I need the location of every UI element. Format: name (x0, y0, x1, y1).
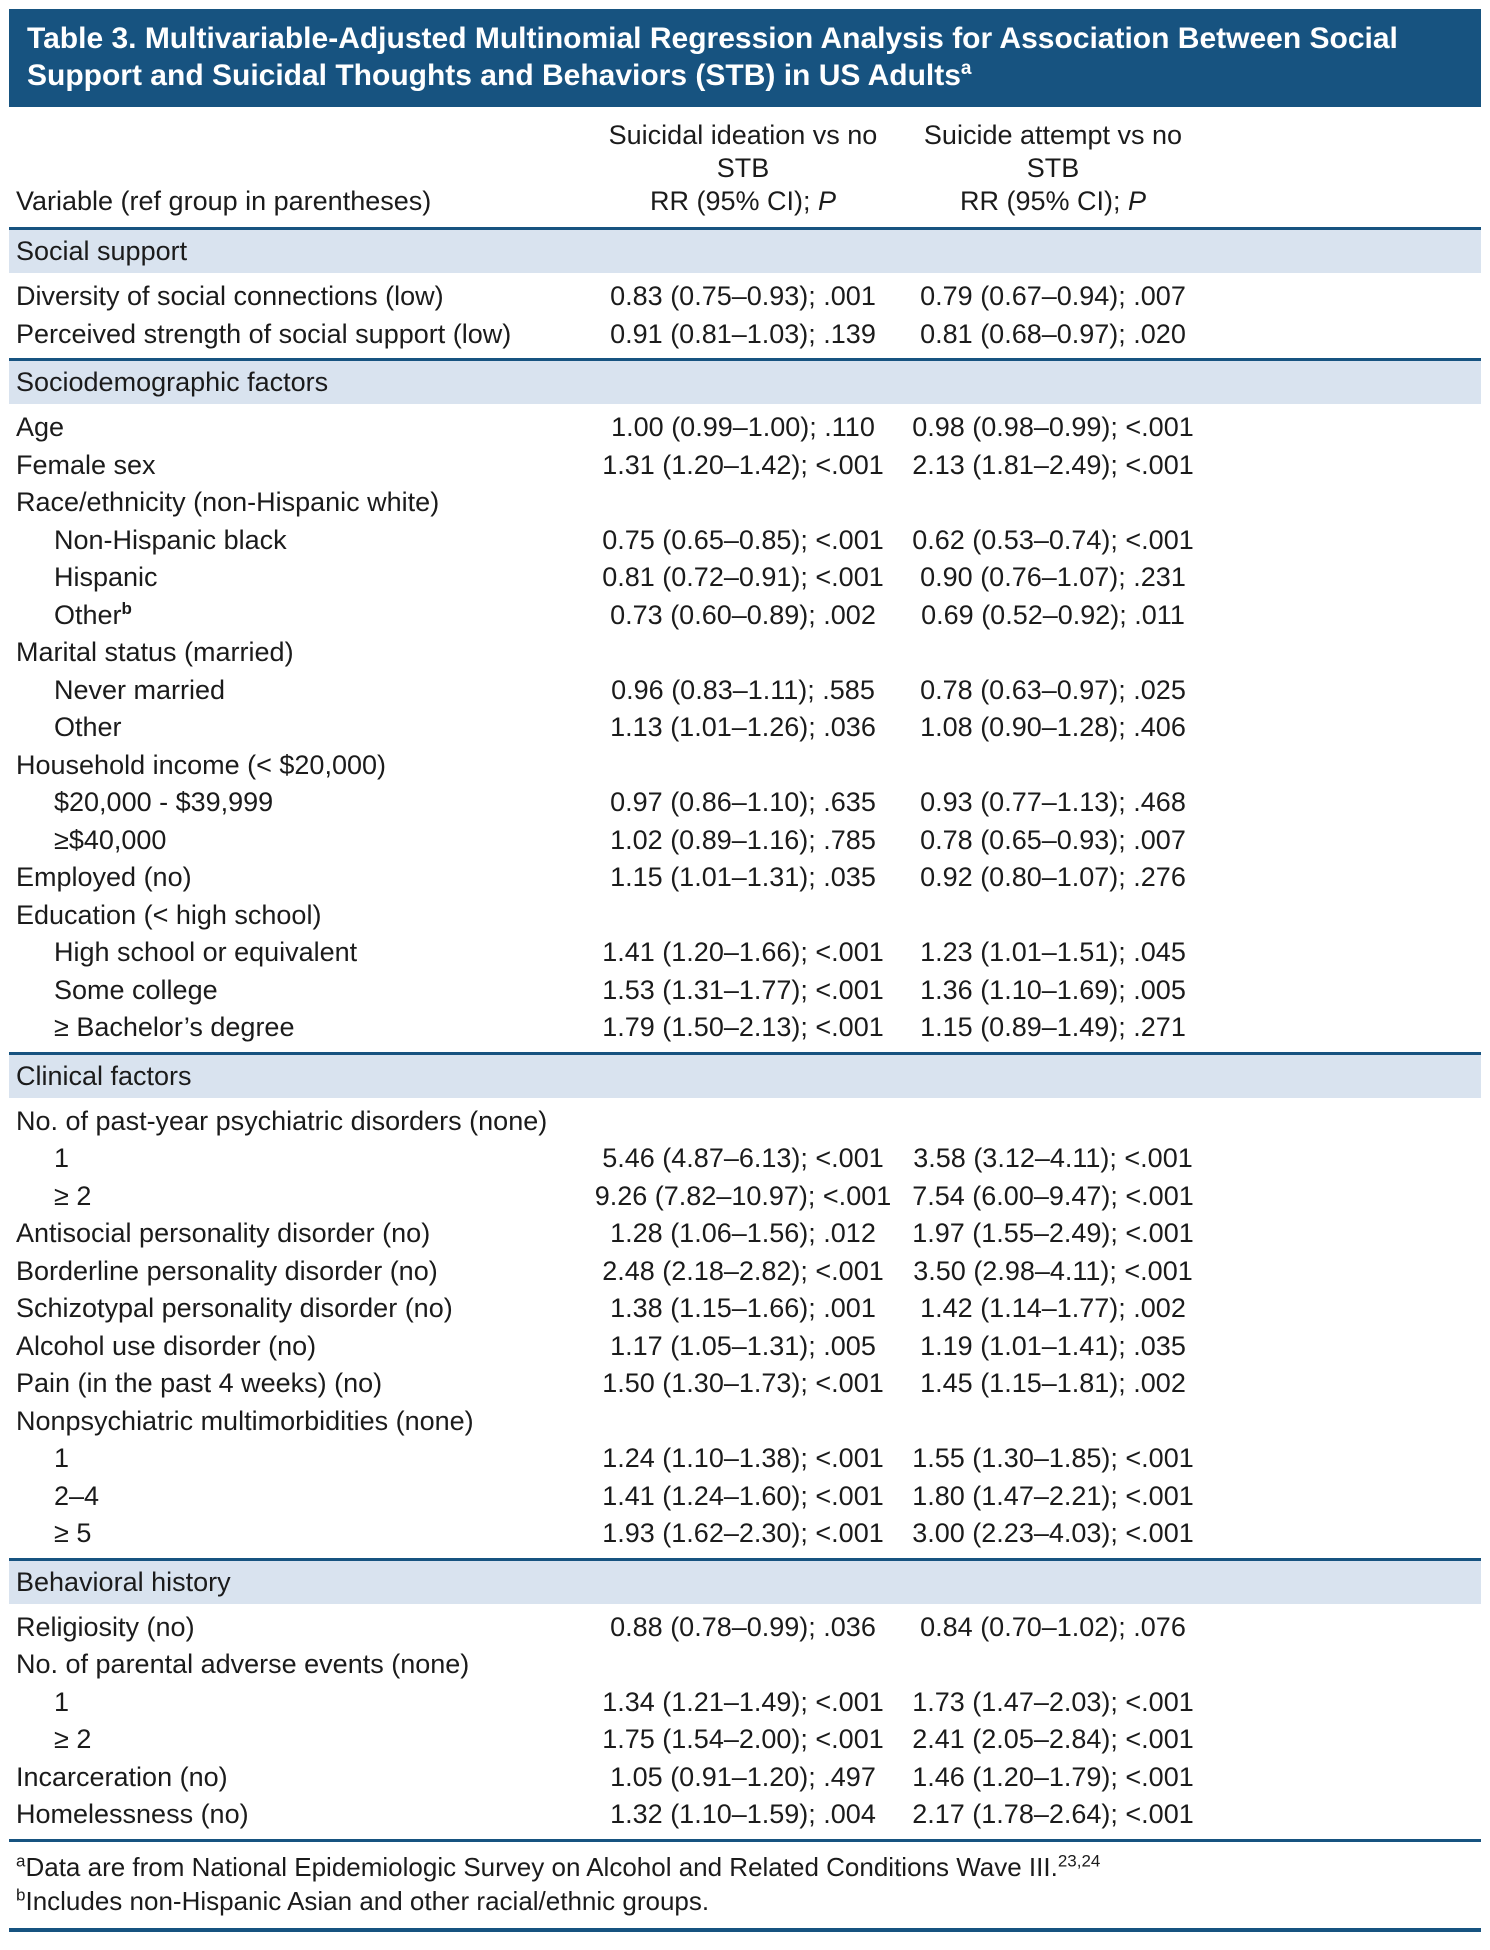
row-label: 1 (54, 1686, 70, 1717)
ideation-value: 0.88 (0.78–0.99); .036 (610, 1611, 876, 1642)
attempt-value: 2.13 (1.81–2.49); <.001 (912, 449, 1194, 480)
table-row (9, 747, 1481, 785)
row-label-cell (9, 934, 587, 972)
row-label-cell (9, 522, 587, 560)
spacer-cell (1207, 822, 1481, 860)
row-label: Borderline personality disorder (no) (16, 1255, 438, 1286)
ideation-value: 1.53 (1.31–1.77); <.001 (602, 974, 884, 1005)
attempt-value: 1.36 (1.10–1.69); .005 (920, 974, 1186, 1005)
ideation-value (587, 484, 899, 522)
row-label: Antisocial personality disorder (no) (16, 1218, 431, 1248)
spacer-cell (1207, 1009, 1481, 1053)
row-label: ≥ 2 (54, 1724, 92, 1754)
spacer-cell (1207, 273, 1481, 316)
attempt-value: 1.15 (0.89–1.49); .271 (920, 1012, 1186, 1042)
attempt-value: 0.78 (0.63–0.97); .025 (920, 674, 1186, 705)
ideation-value: 1.41 (1.20–1.66); <.001 (602, 937, 884, 967)
row-label-cell (9, 404, 587, 447)
table-row (9, 822, 1481, 860)
row-label-cell (9, 747, 587, 785)
table-row (9, 859, 1481, 897)
row-label: Schizotypal personality disorder (no) (16, 1293, 453, 1323)
table-row (9, 1178, 1481, 1216)
table-row (9, 1440, 1481, 1478)
attempt-value: 1.97 (1.55–2.49); <.001 (912, 1218, 1194, 1248)
row-label-cell (9, 1140, 587, 1178)
row-label-cell (9, 1403, 587, 1441)
row-label-cell (9, 822, 587, 860)
spacer-cell (1207, 897, 1481, 935)
row-label: Female sex (16, 449, 156, 480)
attempt-value: 0.92 (0.80–1.07); .276 (920, 862, 1186, 892)
attempt-value (899, 634, 1207, 672)
attempt-value: 1.46 (1.20–1.79); <.001 (912, 1761, 1194, 1792)
row-label: $20,000 - $39,999 (54, 787, 274, 817)
row-label: Age (16, 412, 65, 442)
row-label-cell (9, 559, 587, 597)
table-row (9, 273, 1481, 316)
spacer-cell (1207, 859, 1481, 897)
table-title-superscript: a (960, 58, 972, 79)
regression-table (9, 107, 1481, 1839)
row-label: Other (54, 712, 122, 742)
attempt-value: 0.90 (0.76–1.07); .231 (920, 562, 1186, 592)
attempt-value (899, 1646, 1207, 1684)
attempt-value: 0.79 (0.67–0.94); .007 (920, 281, 1186, 311)
ideation-value: 0.81 (0.72–0.91); <.001 (602, 562, 884, 592)
row-label: Household income (< $20,000) (16, 749, 386, 780)
row-label: Homelessness (no) (16, 1799, 249, 1829)
row-label-cell (9, 709, 587, 747)
ideation-value (587, 1403, 899, 1441)
attempt-value: 1.55 (1.30–1.85); <.001 (912, 1443, 1194, 1473)
column-header-row (9, 107, 1481, 229)
row-label: No. of past-year psychiatric disorders (none) (16, 1105, 548, 1136)
row-label-cell (9, 1604, 587, 1647)
row-label: Alcohol use disorder (no) (16, 1330, 317, 1361)
ideation-value: 1.93 (1.62–2.30); <.001 (602, 1518, 884, 1548)
row-label-cell (9, 672, 587, 710)
p-value-label: P (1128, 186, 1147, 216)
spacer-cell (1207, 522, 1481, 560)
attempt-value: 0.62 (0.53–0.74); <.001 (912, 524, 1194, 555)
ideation-value (587, 634, 899, 672)
section-band-row (9, 1559, 1481, 1604)
table-title-bar (9, 9, 1481, 107)
spacer-cell (1207, 709, 1481, 747)
table-row (9, 1684, 1481, 1722)
spacer-cell (1207, 1098, 1481, 1141)
table-row (9, 1604, 1481, 1647)
row-label-cell (9, 634, 587, 672)
table-row (9, 897, 1481, 935)
ideation-value: 1.13 (1.01–1.26); .036 (610, 712, 876, 742)
table-row (9, 404, 1481, 447)
footnote-a-citation: 23,24 (1057, 1850, 1101, 1870)
spacer-cell (1207, 672, 1481, 710)
ideation-value: 2.48 (2.18–2.82); <.001 (602, 1255, 884, 1286)
row-label-cell (9, 972, 587, 1010)
spacer-cell (1207, 1440, 1481, 1478)
spacer-cell (1207, 1178, 1481, 1216)
row-label-cell (9, 1684, 587, 1722)
attempt-value: 1.73 (1.47–2.03); <.001 (912, 1686, 1194, 1717)
footnote-a-text: Data are from National Epidemiologic Survey on Alcohol and Related Conditions Wave III. (25, 1851, 1058, 1882)
row-label-cell (9, 447, 587, 485)
ideation-value: 1.24 (1.10–1.38); <.001 (602, 1443, 884, 1473)
footnotes (9, 1839, 1481, 1928)
spacer-cell (1207, 1646, 1481, 1684)
table-row (9, 634, 1481, 672)
row-label: Pain (in the past 4 weeks) (no) (16, 1368, 383, 1398)
row-label-cell (9, 1098, 587, 1141)
ideation-value: 1.05 (0.91–1.20); .497 (610, 1761, 876, 1792)
attempt-value: 1.08 (0.90–1.28); .406 (920, 712, 1186, 742)
footnote-a (16, 1850, 1479, 1884)
table-row (9, 559, 1481, 597)
attempt-value: 2.17 (1.78–2.64); <.001 (912, 1799, 1194, 1829)
attempt-value (899, 747, 1207, 785)
ideation-value: 1.00 (0.99–1.00); .110 (611, 412, 875, 442)
section (9, 1559, 1481, 1839)
spacer-cell (1207, 1684, 1481, 1722)
row-label-cell (9, 897, 587, 935)
p-value-label: P (818, 186, 837, 216)
table-row (9, 1215, 1481, 1253)
row-label: ≥ 2 (54, 1180, 92, 1211)
attempt-value: 0.69 (0.52–0.92); .011 (921, 599, 1185, 630)
ideation-value: 0.91 (0.81–1.03); .139 (610, 318, 876, 349)
attempt-value: 1.42 (1.14–1.77); .002 (920, 1293, 1186, 1323)
attempt-value: 1.80 (1.47–2.21); <.001 (912, 1480, 1194, 1511)
table-title-text: Table 3. Multivariable-Adjusted Multinomial Regression Analysis for Association Between Social Support and Suicidal Thoughts and Behaviors (STB) in US Adults (27, 22, 1398, 92)
attempt-value: 7.54 (6.00–9.47); <.001 (912, 1180, 1194, 1211)
row-label: Nonpsychiatric multimorbidities (none) (16, 1405, 474, 1436)
spacer-cell (1207, 597, 1481, 635)
table-row (9, 522, 1481, 560)
col-header-ideation-stat: RR (95% CI); (649, 186, 818, 216)
row-label-cell (9, 1215, 587, 1253)
attempt-value (899, 1098, 1207, 1141)
attempt-value: 0.98 (0.98–0.99); <.001 (912, 412, 1194, 442)
section-title: Social support (9, 229, 1481, 274)
row-label: Some college (54, 974, 218, 1005)
attempt-value: 3.50 (2.98–4.11); <.001 (913, 1255, 1193, 1286)
row-label: Never married (54, 674, 226, 705)
attempt-value: 0.84 (0.70–1.02); .076 (920, 1611, 1186, 1642)
ideation-value: 1.32 (1.10–1.59); .004 (610, 1799, 876, 1829)
spacer-cell (1207, 1604, 1481, 1647)
row-label-cell (9, 1009, 587, 1053)
row-label-cell (9, 1328, 587, 1366)
spacer-cell (1207, 1796, 1481, 1839)
row-label: Non-Hispanic black (54, 524, 287, 555)
ideation-value: 1.28 (1.06–1.56); .012 (610, 1218, 876, 1248)
table-row (9, 1403, 1481, 1441)
table-row (9, 934, 1481, 972)
row-label: Employed (no) (16, 862, 192, 892)
row-label-cell (9, 316, 587, 360)
spacer-cell (1207, 404, 1481, 447)
table-row (9, 1796, 1481, 1839)
ideation-value (587, 1646, 899, 1684)
attempt-value (899, 1403, 1207, 1441)
table-row (9, 1365, 1481, 1403)
table-header (9, 107, 1481, 229)
row-label: Marital status (married) (16, 637, 294, 667)
section-title: Behavioral history (9, 1559, 1481, 1604)
row-label-cell (9, 597, 587, 635)
ideation-value (587, 747, 899, 785)
table-row (9, 1253, 1481, 1291)
ideation-value: 0.96 (0.83–1.11); .585 (611, 674, 875, 705)
ideation-value: 0.83 (0.75–0.93); .001 (610, 281, 876, 311)
row-label-cell (9, 1796, 587, 1839)
ideation-value: 9.26 (7.82–10.97); <.001 (594, 1180, 892, 1211)
table-row (9, 709, 1481, 747)
footnote-b (16, 1884, 1479, 1918)
footnote-b-marker: b (16, 1884, 26, 1904)
spacer-cell (1207, 447, 1481, 485)
row-label-cell (9, 1365, 587, 1403)
ideation-value: 0.75 (0.65–0.85); <.001 (602, 524, 884, 555)
table-row (9, 316, 1481, 360)
row-label-cell (9, 784, 587, 822)
row-label-cell (9, 859, 587, 897)
section-title: Clinical factors (9, 1053, 1481, 1098)
row-label: ≥ Bachelor’s degree (54, 1012, 295, 1042)
table-row (9, 972, 1481, 1010)
section-band-row (9, 229, 1481, 274)
attempt-value (899, 897, 1207, 935)
col-header-attempt-title: Suicide attempt vs no STB (923, 120, 1183, 183)
ideation-value: 1.41 (1.24–1.60); <.001 (602, 1480, 884, 1511)
row-label: Education (< high school) (16, 899, 322, 930)
ideation-value: 1.34 (1.21–1.49); <.001 (602, 1686, 884, 1717)
table-row (9, 1646, 1481, 1684)
spacer-cell (1207, 972, 1481, 1010)
row-label: Other (54, 599, 122, 630)
row-label: 1 (54, 1443, 70, 1473)
attempt-value: 3.00 (2.23–4.03); <.001 (912, 1518, 1194, 1548)
row-label-cell (9, 1478, 587, 1516)
attempt-value: 1.23 (1.01–1.51); .045 (920, 937, 1186, 967)
table-row (9, 447, 1481, 485)
spacer-cell (1207, 1759, 1481, 1797)
table-row (9, 1140, 1481, 1178)
attempt-value: 3.58 (3.12–4.11); <.001 (913, 1143, 1193, 1173)
attempt-value: 1.19 (1.01–1.41); .035 (920, 1330, 1186, 1361)
row-label-cell (9, 1721, 587, 1759)
spacer-cell (1207, 1215, 1481, 1253)
row-label: 1 (54, 1143, 70, 1173)
row-label: ≥ 5 (54, 1518, 92, 1548)
col-header-variable: Variable (ref group in parentheses) (9, 107, 587, 229)
table-row (9, 1759, 1481, 1797)
spacer-cell (1207, 1403, 1481, 1441)
table-row (9, 1098, 1481, 1141)
attempt-value: 1.45 (1.15–1.81); .002 (920, 1368, 1186, 1398)
bottom-rule (9, 1928, 1481, 1932)
ideation-value: 1.15 (1.01–1.31); .035 (610, 862, 876, 892)
attempt-value: 0.78 (0.65–0.93); .007 (920, 824, 1186, 855)
ideation-value (587, 1098, 899, 1141)
table-row (9, 484, 1481, 522)
ideation-value: 5.46 (4.87–6.13); <.001 (602, 1143, 884, 1173)
row-label: Hispanic (54, 562, 158, 592)
spacer-cell (1207, 1328, 1481, 1366)
spacer-cell (1207, 484, 1481, 522)
spacer-cell (1207, 1478, 1481, 1516)
table-row (9, 597, 1481, 635)
spacer-cell (1207, 1253, 1481, 1291)
section (9, 360, 1481, 1054)
section-title: Sociodemographic factors (9, 360, 1481, 405)
row-label-superscript: b (121, 598, 132, 618)
ideation-value: 1.75 (1.54–2.00); <.001 (602, 1724, 884, 1754)
row-label: 2–4 (54, 1480, 100, 1511)
row-label: Race/ethnicity (non-Hispanic white) (16, 487, 440, 517)
attempt-value (899, 484, 1207, 522)
attempt-value: 0.81 (0.68–0.97); .020 (920, 318, 1186, 349)
table-row (9, 1478, 1481, 1516)
table-row (9, 1290, 1481, 1328)
spacer-header-cell (1207, 107, 1481, 229)
section-band-row (9, 1053, 1481, 1098)
col-header-ideation-title: Suicidal ideation vs no STB (608, 120, 878, 183)
attempt-value: 0.93 (0.77–1.13); .468 (920, 787, 1186, 817)
ideation-value: 0.73 (0.60–0.89); .002 (610, 599, 876, 630)
table-row (9, 1328, 1481, 1366)
row-label: Perceived strength of social support (low) (16, 318, 512, 349)
ideation-value: 1.17 (1.05–1.31); .005 (610, 1330, 876, 1361)
col-header-attempt-stat: RR (95% CI); (959, 186, 1128, 216)
ideation-value (587, 897, 899, 935)
spacer-cell (1207, 1721, 1481, 1759)
row-label-cell (9, 1440, 587, 1478)
section-band-row (9, 360, 1481, 405)
row-label: Incarceration (no) (16, 1761, 228, 1792)
row-label-cell (9, 484, 587, 522)
spacer-cell (1207, 1365, 1481, 1403)
row-label-cell (9, 1515, 587, 1559)
spacer-cell (1207, 316, 1481, 360)
col-header-ideation (587, 107, 899, 229)
row-label-cell (9, 1759, 587, 1797)
row-label: High school or equivalent (54, 937, 358, 967)
row-label: No. of parental adverse events (none) (16, 1649, 470, 1679)
table-row (9, 1009, 1481, 1053)
ideation-value: 1.79 (1.50–2.13); <.001 (602, 1012, 884, 1042)
ideation-value: 1.02 (0.89–1.16); .785 (610, 824, 876, 855)
row-label: ≥$40,000 (54, 824, 167, 855)
footnote-b-text: Includes non-Hispanic Asian and other racial/ethnic groups. (25, 1885, 710, 1916)
row-label: Religiosity (no) (16, 1611, 195, 1642)
col-header-attempt (899, 107, 1207, 229)
spacer-cell (1207, 1290, 1481, 1328)
footnote-a-marker: a (16, 1850, 26, 1870)
row-label-cell (9, 1290, 587, 1328)
spacer-cell (1207, 1515, 1481, 1559)
spacer-cell (1207, 559, 1481, 597)
spacer-cell (1207, 634, 1481, 672)
table-row (9, 784, 1481, 822)
row-label-cell (9, 273, 587, 316)
ideation-value: 1.50 (1.30–1.73); <.001 (602, 1368, 884, 1398)
ideation-value: 1.38 (1.15–1.66); .001 (610, 1293, 876, 1323)
section (9, 229, 1481, 360)
ideation-value: 1.31 (1.20–1.42); <.001 (602, 449, 884, 480)
attempt-value: 2.41 (2.05–2.84); <.001 (912, 1724, 1194, 1754)
section (9, 1053, 1481, 1559)
table-row (9, 1515, 1481, 1559)
row-label-cell (9, 1646, 587, 1684)
row-label-cell (9, 1178, 587, 1216)
row-label: Diversity of social connections (low) (16, 281, 444, 311)
spacer-cell (1207, 784, 1481, 822)
spacer-cell (1207, 934, 1481, 972)
table-row (9, 1721, 1481, 1759)
table-row (9, 672, 1481, 710)
spacer-cell (1207, 1140, 1481, 1178)
spacer-cell (1207, 747, 1481, 785)
row-label-cell (9, 1253, 587, 1291)
ideation-value: 0.97 (0.86–1.10); .635 (610, 787, 876, 817)
